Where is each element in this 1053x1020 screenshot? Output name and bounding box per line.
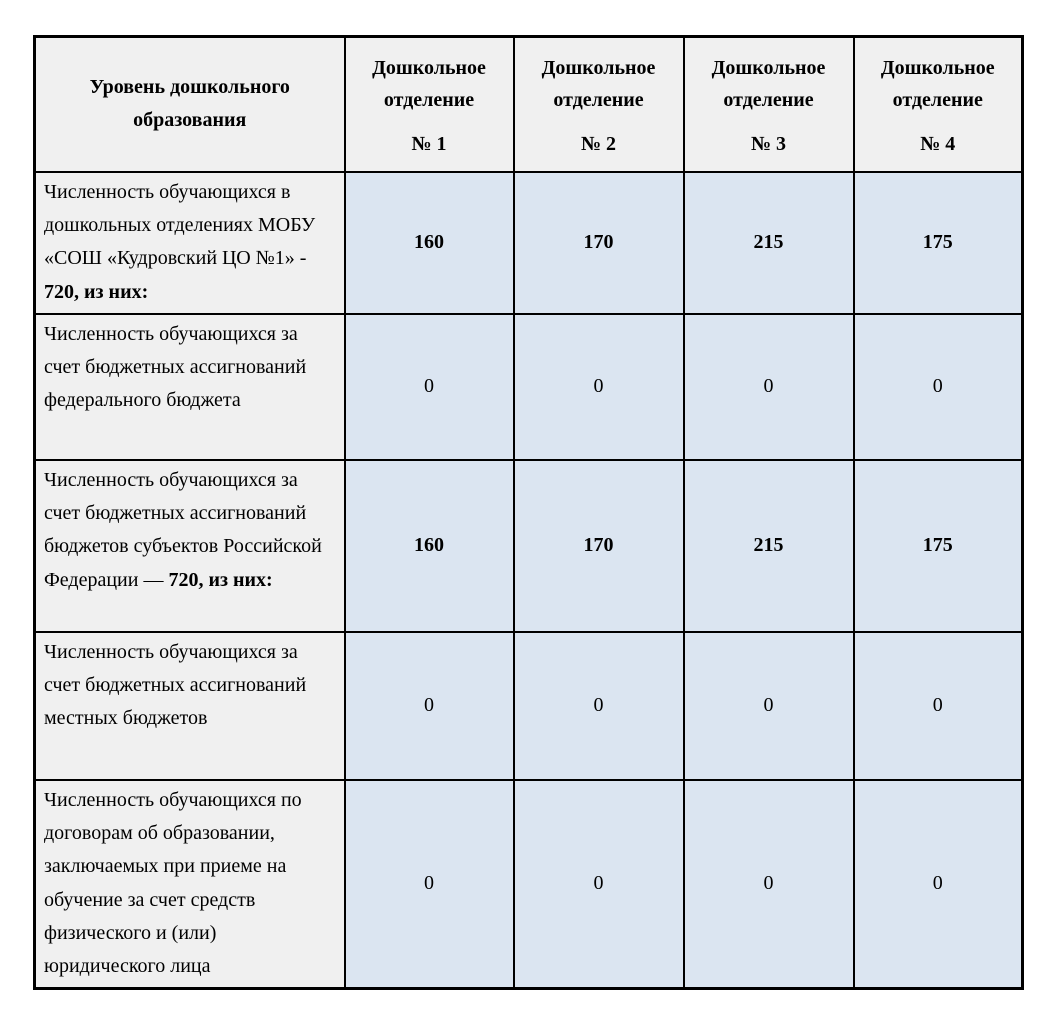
table-row-regional-budget [35, 460, 1023, 632]
value-cell: 175 [854, 460, 1023, 632]
value-cell: 0 [514, 780, 684, 989]
row-label [35, 780, 345, 989]
value-cell: 0 [854, 780, 1023, 989]
dept-number: № 1 [411, 133, 447, 156]
row-label-text: Численность обучающихся за счет бюджетных ассигнований федерального бюджета [44, 322, 307, 412]
value-cell: 170 [514, 172, 684, 314]
value-cell: 0 [345, 314, 514, 460]
table-row-total [35, 172, 1023, 314]
table-row-private-contracts [35, 780, 1023, 989]
preschool-enrollment-table [33, 35, 1024, 990]
column-header-dept-3 [684, 37, 854, 172]
value-cell: 0 [514, 632, 684, 780]
row-label [35, 460, 345, 632]
header-row [35, 37, 1023, 172]
value-cell: 0 [684, 780, 854, 989]
row-label-bold-text: 720, из них: [168, 568, 273, 591]
column-header-dept-2 [514, 37, 684, 172]
dept-name: Дошкольное отделение [372, 57, 486, 112]
row-label [35, 632, 345, 780]
value-cell: 160 [345, 460, 514, 632]
row-label-text: Численность обучающихся за счет бюджетных ассигнований местных бюджетов [44, 640, 307, 730]
value-cell: 170 [514, 460, 684, 632]
row-label-bold-text: 720, из них: [44, 280, 149, 303]
value-cell: 0 [345, 780, 514, 989]
value-cell: 175 [854, 172, 1023, 314]
row-label [35, 172, 345, 314]
value-cell: 215 [684, 460, 854, 632]
dept-name: Дошкольное отделение [880, 57, 995, 112]
row-label [35, 314, 345, 460]
column-header-dept-1 [345, 37, 514, 172]
value-cell: 0 [345, 632, 514, 780]
dept-name: Дошкольное отделение [711, 57, 826, 112]
dept-number: № 3 [750, 133, 787, 156]
value-cell: 0 [684, 632, 854, 780]
dept-number: № 4 [920, 133, 956, 156]
value-cell: 0 [854, 632, 1023, 780]
value-cell: 160 [345, 172, 514, 314]
dept-name: Дошкольное отделение [541, 57, 656, 112]
row-label-text: Численность обучающихся за счет бюджетных ассигнований бюджетов субъектов Российской Федерации — [44, 468, 322, 591]
row-label-text: Численность обучающихся в дошкольных отделениях МОБУ «СОШ «Кудровский ЦО №1» - [44, 180, 316, 270]
table-row-federal-budget [35, 314, 1023, 460]
column-header-education-level: Уровень дошкольного образования [35, 37, 345, 172]
value-cell: 0 [854, 314, 1023, 460]
value-cell: 0 [684, 314, 854, 460]
row-label-text: Численность обучающихся по договорам об образовании, заключаемых при приеме на обучение за счет средств физического и (или) юридического лица [44, 788, 302, 978]
dept-number: № 2 [580, 133, 617, 156]
value-cell: 215 [684, 172, 854, 314]
table-row-local-budget [35, 632, 1023, 780]
value-cell: 0 [514, 314, 684, 460]
column-header-dept-4 [854, 37, 1023, 172]
